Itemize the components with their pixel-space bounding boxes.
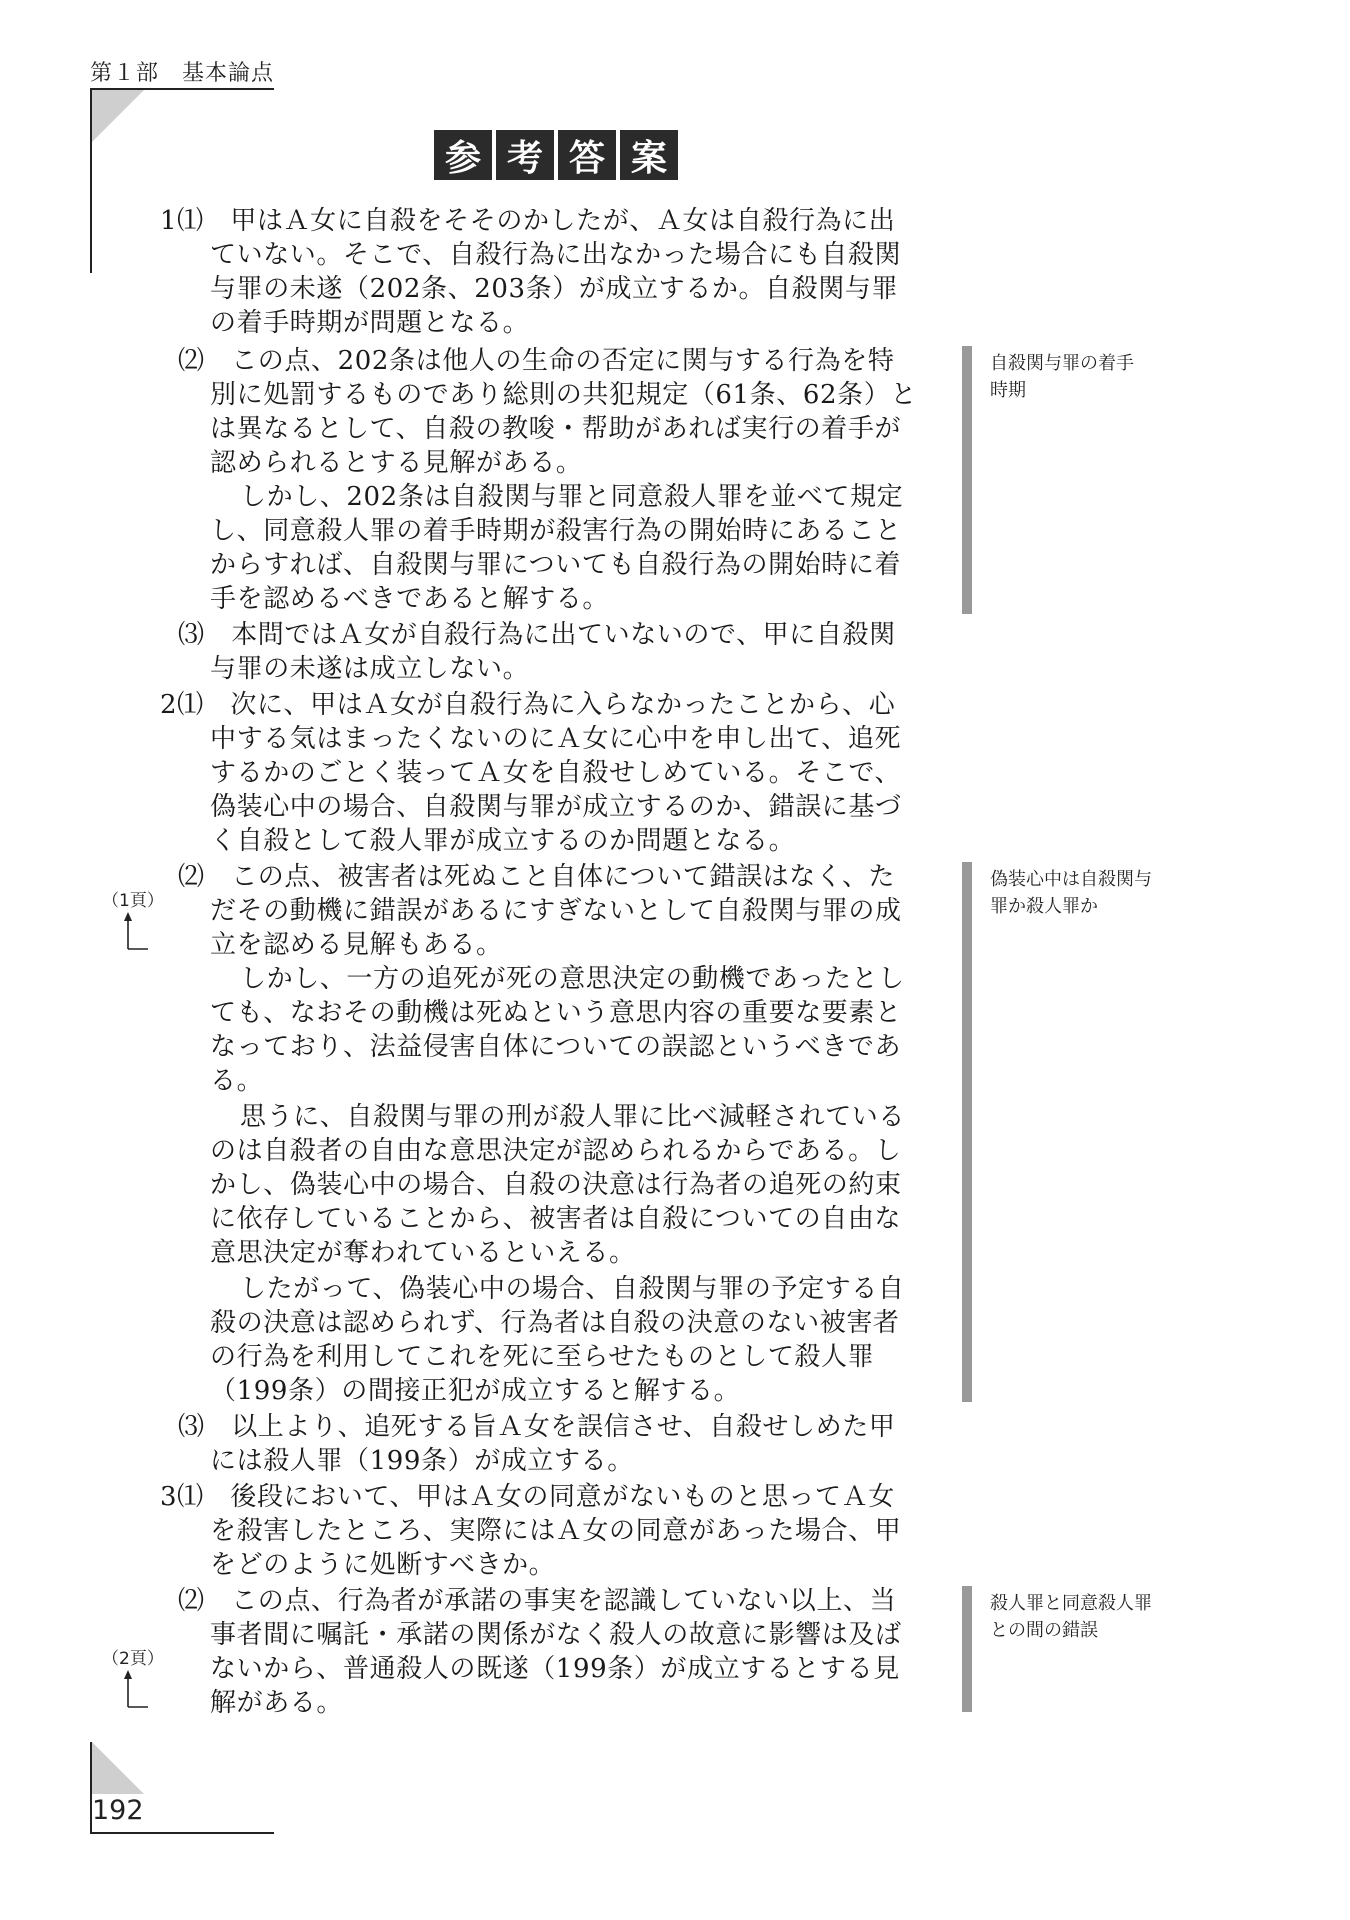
text-line: のは自殺者の自由な意思決定が認められるからである。し (210, 1136, 902, 1166)
title-char: 答 (558, 130, 616, 180)
text-line: 解がある。 (210, 1688, 344, 1718)
text-line: （199条）の間接正犯が成立すると解する。 (210, 1376, 741, 1406)
text-line: かし、偽装心中の場合、自殺の決意は行為者の追死の約束 (210, 1170, 902, 1200)
page-number: 192 (92, 1795, 144, 1826)
text-line: 中する気はまったくないのにＡ女に心中を申し出て、追死 (210, 724, 902, 754)
text-line: 2⑴ 次に、甲はＡ女が自殺行為に入らなかったことから、心 (160, 690, 896, 720)
text-line: し、同意殺人罪の着手時期が殺害行為の開始時にあること (210, 516, 902, 546)
margin-note-line: 殺人罪と同意殺人罪 (990, 1593, 1152, 1614)
margin-note-line: 偽装心中は自殺関与 (990, 869, 1152, 890)
text-line: ⑵ この点、202条は他人の生命の否定に関与する行為を特 (178, 346, 895, 376)
text-line: 別に処罰するものであり総則の共犯規定（61条、62条）と (210, 380, 917, 410)
text-line: ⑵ この点、被害者は死ぬこと自体について錯誤はなく、た (178, 862, 896, 892)
text-line: 手を認めるべきであると解する。 (210, 584, 610, 614)
text-line: く自殺として殺人罪が成立するのか問題となる。 (210, 826, 796, 856)
margin-note-line: 罪か殺人罪か (990, 896, 1098, 917)
text-line: には殺人罪（199条）が成立する。 (210, 1446, 634, 1476)
title-char: 案 (620, 130, 678, 180)
margin-note (990, 866, 1152, 920)
margin-note-line: 自殺関与罪の着手 (990, 353, 1134, 374)
margin-note (990, 350, 1134, 404)
arrow-up-icon (124, 912, 152, 952)
page-reference: （2頁） (102, 1649, 164, 1669)
text-line: 事者間に嘱託・承諾の関係がなく殺人の故意に影響は及ば (210, 1620, 902, 1650)
text-line: 3⑴ 後段において、甲はＡ女の同意がないものと思ってＡ女 (160, 1482, 895, 1512)
arrow-up-icon (124, 1670, 152, 1710)
margin-note-line: との間の錯誤 (990, 1620, 1098, 1641)
text-line: するかのごとく装ってＡ女を自殺せしめている。そこで、 (210, 758, 902, 788)
text-line: だその動機に錯誤があるにすぎないとして自殺関与罪の成 (210, 896, 902, 926)
text-line: しかし、202条は自殺関与罪と同意殺人罪を並べて規定 (240, 482, 904, 512)
section-title (434, 130, 678, 180)
page-reference: （1頁） (102, 891, 164, 911)
text-line: 思うに、自殺関与罪の刑が殺人罪に比べ減軽されている (240, 1102, 906, 1132)
text-line: なっており、法益侵害自体についての誤認というべきであ (210, 1032, 902, 1062)
corner-triangle-top (92, 90, 144, 142)
text-line: をどのように処断すべきか。 (210, 1550, 556, 1580)
text-line: は異なるとして、自殺の教唆・帮助があれば実行の着手が (210, 414, 902, 444)
text-line: したがって、偽装心中の場合、自殺関与罪の予定する自 (240, 1274, 905, 1304)
text-line: 殺の決意は認められず、行為者は自殺の決意のない被害者 (210, 1308, 900, 1338)
text-line: ても、なおその動機は死ぬという意思内容の重要な要素と (210, 998, 902, 1028)
text-line: を殺害したところ、実際にはＡ女の同意があった場合、甲 (210, 1516, 902, 1546)
margin-bar (962, 346, 972, 614)
text-line: 意思決定が奪われているといえる。 (210, 1238, 636, 1268)
text-line: 認められるとする見解がある。 (210, 448, 583, 478)
text-line: ⑶ 以上より、追死する旨Ａ女を誤信させ、自殺せしめた甲 (178, 1412, 896, 1442)
text-line: しかし、一方の追死が死の意思決定の動機であったとし (240, 964, 905, 994)
margin-bar (962, 862, 972, 1402)
text-line: の着手時期が問題となる。 (210, 308, 530, 338)
text-line: ないから、普通殺人の既遂（199条）が成立するとする見 (210, 1654, 900, 1684)
margin-note (990, 1590, 1152, 1644)
footer-rule (90, 1832, 274, 1834)
text-line: 与罪の未遂は成立しない。 (210, 654, 530, 684)
running-header: 第１部 基本論点 (90, 61, 275, 86)
text-line: 与罪の未遂（202条、203条）が成立するか。自殺関与罪 (210, 274, 899, 304)
corner-triangle-bottom (92, 1742, 144, 1794)
margin-bar (962, 1586, 972, 1712)
text-line: る。 (210, 1066, 264, 1096)
text-line: の行為を利用してこれを死に至らせたものとして殺人罪 (210, 1342, 875, 1372)
title-char: 考 (496, 130, 554, 180)
text-line: からすれば、自殺関与罪についても自殺行為の開始時に着 (210, 550, 902, 580)
text-line: ⑶ 本問ではＡ女が自殺行為に出ていないので、甲に自殺関 (178, 620, 896, 650)
text-line: ていない。そこで、自殺行為に出なかった場合にも自殺関 (210, 240, 902, 270)
margin-note-line: 時期 (990, 380, 1026, 401)
text-line: 1⑴ 甲はＡ女に自殺をそそのかしたが、Ａ女は自殺行為に出 (160, 206, 896, 236)
text-line: ⑵ この点、行為者が承諾の事実を認識していない以上、当 (178, 1586, 897, 1616)
title-char: 参 (434, 130, 492, 180)
text-line: 偽装心中の場合、自殺関与罪が成立するのか、錯誤に基づ (210, 792, 902, 822)
text-line: に依存していることから、被害者は自殺についての自由な (210, 1204, 902, 1234)
text-line: 立を認める見解もある。 (210, 930, 503, 960)
